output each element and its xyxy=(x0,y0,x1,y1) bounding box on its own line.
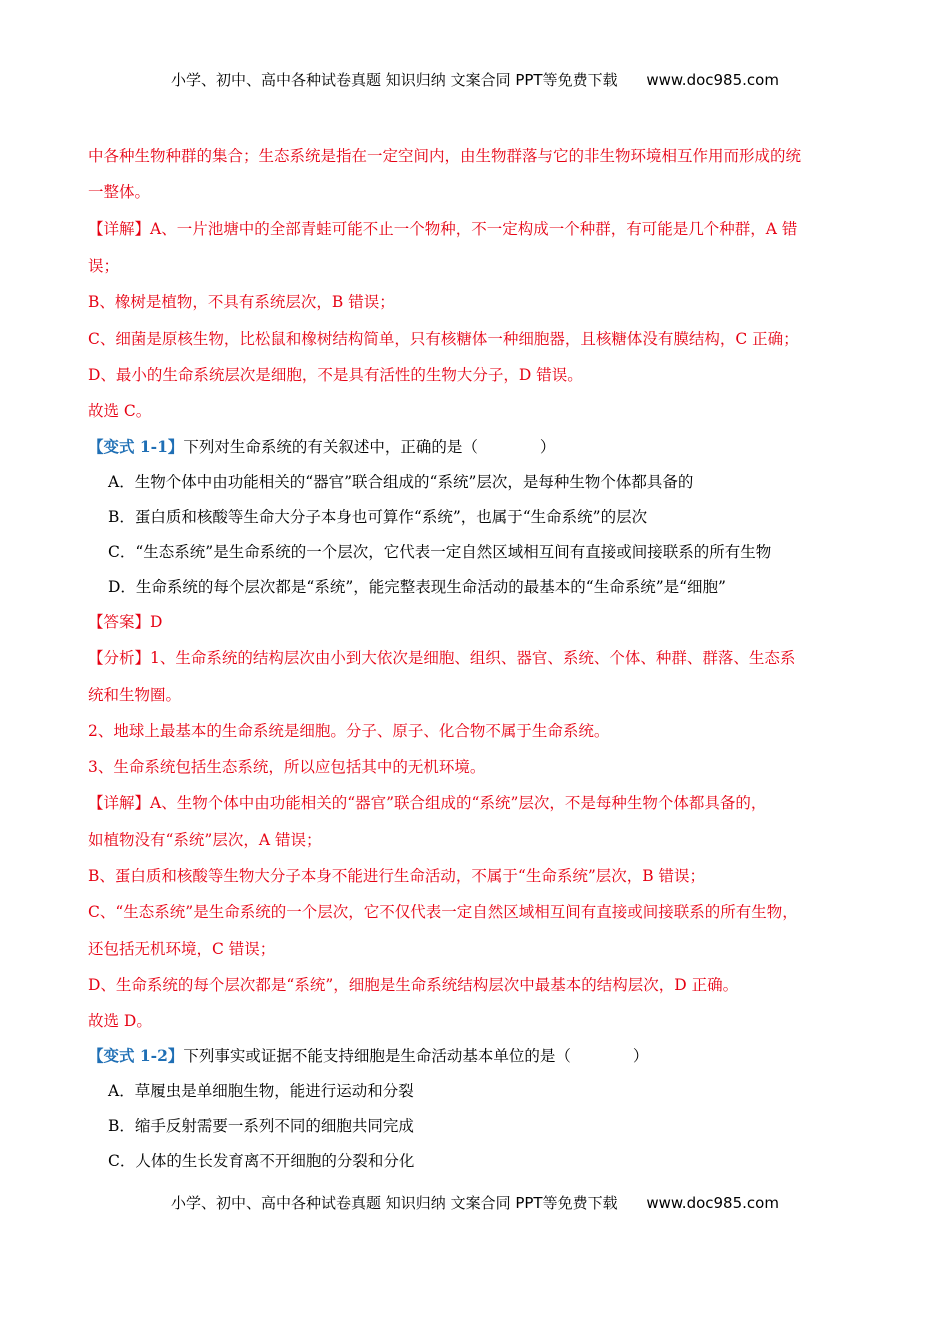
question-1-1 xyxy=(88,437,555,457)
analysis-line-3: 3、生命系统包括生态系统，所以应包括其中的无机环境。 xyxy=(88,758,486,776)
final-choice-line-2: 故选 D。 xyxy=(88,1012,152,1030)
explanation-line-2: 一整体。 xyxy=(88,183,151,201)
question-1-2 xyxy=(88,1046,648,1066)
answer-line: 【答案】D xyxy=(88,613,163,631)
question-1-1-option-b: B．蛋白质和核酸等生命大分子本身也可算作“系统”，也属于“生命系统”的层次 xyxy=(108,508,648,526)
question-1-1-option-d: D．生命系统的每个层次都是“系统”，能完整表现生命活动的最基本的“生命系统”是“细胞” xyxy=(108,578,726,596)
page-header xyxy=(0,69,950,90)
footer-text: 小学、初中、高中各种试卷真题 知识归纳 文案合同 PPT等免费下载 xyxy=(171,1194,618,1212)
detail-line-a: 【详解】A、一片池塘中的全部青蛙可能不止一个物种，不一定构成一个种群，有可能是几个种群，A 错 xyxy=(88,220,798,238)
explanation-line-1: 中各种生物种群的集合；生态系统是指在一定空间内，由生物群落与它的非生物环境相互作用而形成的统 xyxy=(88,147,802,165)
detail2-line-c: C、“生态系统”是生命系统的一个层次，它不仅代表一定自然区域相互间有直接或间接联系的所有生物， xyxy=(88,903,798,921)
detail-line-c: C、细菌是原核生物，比松鼠和橡树结构简单，只有核糖体一种细胞器，且核糖体没有膜结构，C 正确； xyxy=(88,330,799,348)
question-1-1-option-a: A．生物个体中由功能相关的“器官”联合组成的“系统”层次，是每种生物个体都具备的 xyxy=(108,473,694,491)
question-1-2-stem: 下列事实或证据不能支持细胞是生命活动基本单位的是（ ） xyxy=(183,1047,649,1065)
question-1-1-tag: 【变式 1-1】 xyxy=(88,437,184,456)
detail2-line-d: D、生命系统的每个层次都是“系统”，细胞是生命系统结构层次中最基本的结构层次，D 正确。 xyxy=(88,976,739,994)
question-1-2-tag: 【变式 1-2】 xyxy=(88,1046,184,1065)
detail-line-a-cont: 误； xyxy=(88,257,120,275)
page-footer xyxy=(0,1192,950,1213)
header-text: 小学、初中、高中各种试卷真题 知识归纳 文案合同 PPT等免费下载 xyxy=(171,71,618,89)
question-1-2-option-a: A．草履虫是单细胞生物，能进行运动和分裂 xyxy=(108,1082,414,1100)
detail2-line-c-cont: 还包括无机环境，C 错误； xyxy=(88,940,276,958)
detail2-line-a: 【详解】A、生物个体中由功能相关的“器官”联合组成的“系统”层次，不是每种生物个体都具备的， xyxy=(88,794,767,812)
final-choice-line: 故选 C。 xyxy=(88,402,152,420)
detail-line-b: B、橡树是植物，不具有系统层次，B 错误； xyxy=(88,293,395,311)
question-1-2-option-b: B．缩手反射需要一系列不同的细胞共同完成 xyxy=(108,1117,414,1135)
detail2-line-b: B、蛋白质和核酸等生物大分子本身不能进行生命活动，不属于“生命系统”层次，B 错误； xyxy=(88,867,706,885)
detail2-line-a-cont: 如植物没有“系统”层次，A 错误； xyxy=(88,831,322,849)
detail-line-d: D、最小的生命系统层次是细胞，不是具有活性的生物大分子，D 错误。 xyxy=(88,366,583,384)
analysis-line-1: 【分析】1、生命系统的结构层次由小到大依次是细胞、组织、器官、系统、个体、种群、群落、生态系 xyxy=(88,649,796,667)
question-1-1-stem: 下列对生命系统的有关叙述中，正确的是（ ） xyxy=(183,438,556,456)
analysis-line-1-cont: 统和生物圈。 xyxy=(88,686,182,704)
question-1-2-option-c: C．人体的生长发育离不开细胞的分裂和分化 xyxy=(108,1152,415,1170)
footer-site-link[interactable]: www.doc985.com xyxy=(646,1194,779,1212)
analysis-line-2: 2、地球上最基本的生命系统是细胞。分子、原子、化合物不属于生命系统。 xyxy=(88,722,610,740)
question-1-1-option-c: C．“生态系统”是生命系统的一个层次，它代表一定自然区域相互间有直接或间接联系的所有生物 xyxy=(108,543,772,561)
header-site-link[interactable]: www.doc985.com xyxy=(646,71,779,89)
